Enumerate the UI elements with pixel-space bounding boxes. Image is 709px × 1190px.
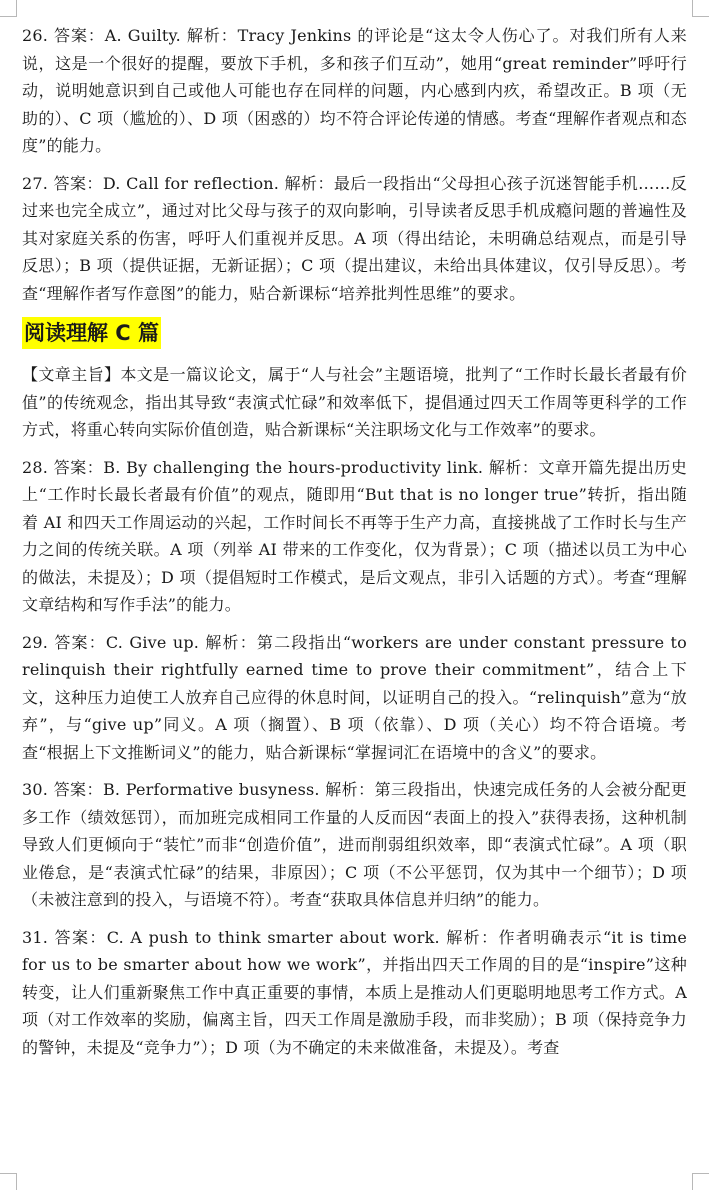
page-corner-mark-top-right: [692, 0, 709, 17]
page-corner-mark-bottom-left: [0, 1173, 17, 1190]
page-corner-mark-top-left: [0, 0, 17, 17]
answer-30-paragraph: 30. 答案：B. Performative busyness. 解析：第三段指出，快速完成任务的人会被分配更多工作（绩效惩罚），而加班完成相同工作量的人反而因“表面上的投入”获得表扬，这种机制导致人们更倾向于“装忙”而非“创造价值”，进而削弱组织效率，即“表演式忙碌”。A 项（职业倦怠，是“表演式忙碌”的结果，非原因）；C 项（不公平惩罚，仅为其中一个细节）；D 项（未被注意到的投入，与语境不符）。考查“获取具体信息并归纳”的能力。: [22, 780, 687, 909]
answer-27-paragraph: 27. 答案：D. Call for reflection. 解析：最后一段指出“父母担心孩子沉迷智能手机……反过来也完全成立”，通过对比父母与孩子的双向影响，引导读者反思手机成瘾问题的普遍性及其对家庭关系的伤害，呼吁人们重视并反思。A 项（得出结论，未明确总结观点，而是引导反思）；B 项（提供证据，无新证据）；C 项（提出建议，未给出具体建议，仅引导反思）。考查“理解作者写作意图”的能力，贴合新课标“培养批判性思维”的要求。: [22, 173, 687, 303]
article-summary-paragraph: 【文章主旨】本文是一篇议论文，属于“人与社会”主题语境，批判了“工作时长最长者最有价值”的传统观念，指出其导致“表演式忙碌”和效率低下，提倡通过四天工作周等更科学的工作方式，将重心转向实际价值创造，贴合新课标“关注职场文化与工作效率”的要求。: [22, 365, 687, 439]
page-corner-mark-bottom-right: [692, 1173, 709, 1190]
answer-28-paragraph: 28. 答案：B. By challenging the hours-productivity link. 解析：文章开篇先提出历史上“工作时长最长者最有价值”的观点，随即用“But that is no longer true”转折，指出随着 AI 和四天工作周运动的兴起，工作时间长不再等于生产力高，直接挑战了工作时长与生产力之间的传统关联。A 项（列举 AI 带来的工作变化，仅为背景）；C 项（描述以员工为中心的做法，未提及）；D 项（提倡短时工作模式，是后文观点，非引入话题的方式）。考查“理解文章结构和写作手法”的能力。: [22, 457, 687, 614]
document-page: [22, 22, 687, 1172]
section-title-highlight: 阅读理解 C 篇: [22, 317, 161, 349]
answer-31-paragraph: 31. 答案：C. A push to think smarter about work. 解析：作者明确表示“it is time for us to be smarter about how we work”，并指出四天工作周的目的是“inspire”这种转变，让人们重新聚焦工作中真正重要的事情，本质上是推动人们更聪明地思考工作方式。A 项（对工作效率的奖励，偏离主旨，四天工作周是激励手段，而非奖励）；B 项（保持竞争力的警钟，未提及“竞争力”）；D 项（为不确定的未来做准备，未提及）。考查: [22, 927, 687, 1057]
section-heading: [22, 317, 687, 349]
answer-29-paragraph: 29. 答案：C. Give up. 解析：第二段指出“workers are under constant pressure to relinquish their rightfully earned time to prove their commitment”，结合上下文，这种压力迫使工人放弃自己应得的休息时间，以证明自己的投入。“relinquish”意为“放弃”，与“give up”同义。A 项（搁置）、B 项（依靠）、D 项（关心）均不符合语境。考查“根据上下文推断词义”的能力，贴合新课标“掌握词汇在语境中的含义”的要求。: [22, 632, 687, 762]
answer-26-paragraph: 26. 答案：A. Guilty. 解析：Tracy Jenkins 的评论是“这太令人伤心了。对我们所有人来说，这是一个很好的提醒，要放下手机，多和孩子们互动”，她用“great reminder”呼吁行动，说明她意识到自己或他人可能也存在同样的问题，内心感到内疚，希望改正。B 项（无助的）、C 项（尴尬的）、D 项（困惑的）均不符合评论传递的情感。考查“理解作者观点和态度”的能力。: [22, 26, 687, 155]
